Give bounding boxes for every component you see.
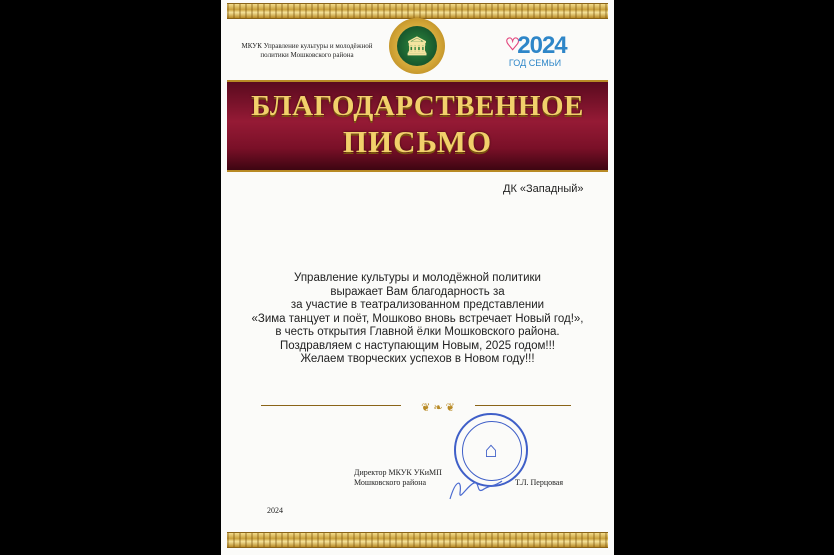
signatory-name: Т.Л. Перцовая <box>515 478 564 487</box>
year-logo-number-row <box>505 33 565 58</box>
body-line: «Зима танцует и поёт, Мошково вновь встречает Новый год!», <box>251 312 584 325</box>
issue-year: 2024 <box>267 506 283 515</box>
year-logo-number: 2024 <box>517 32 567 59</box>
divider-ornament-icon: ❦ ❧ ❦ <box>401 402 475 414</box>
emblem-center: 🏛 <box>397 26 437 66</box>
letter-body <box>241 272 594 367</box>
bottom-ornament-band <box>227 532 608 548</box>
body-line: за участие в театрализованном представлении <box>290 299 545 311</box>
recipient-name: ДК «Западный» <box>503 183 584 195</box>
organization-name: МКУК Управление культуры и молодёжной политики Мошковского района <box>241 42 373 59</box>
body-line: Поздравляем с наступающим Новым, 2025 годом!!! <box>280 339 555 352</box>
signatory-position <box>354 468 442 488</box>
certificate-sheet <box>221 0 614 555</box>
ornamental-divider <box>261 402 571 414</box>
signatory-position-line2: Мошковского района <box>354 478 427 487</box>
body-line: выражает Вам благодарность за <box>330 285 505 298</box>
year-logo-caption: ГОД СЕМЬИ <box>508 58 562 68</box>
handwritten-signature-icon <box>446 475 506 503</box>
heart-icon: ♡ <box>505 35 520 54</box>
signatory-position-line1: Директор МКУК УКиМП <box>354 468 442 477</box>
emblem-icon <box>389 18 445 74</box>
year-of-family-logo <box>505 33 565 68</box>
body-line: Желаем творческих успехов в Новом году!!! <box>300 353 535 365</box>
title-line-1: БЛАГОДАРСТВЕННОЕ <box>251 90 584 122</box>
title-line-2: ПИСЬМО <box>342 124 493 159</box>
body-line: Управление культуры и молодёжной политики <box>294 272 541 284</box>
stamp-building-icon: ⌂ <box>484 437 498 462</box>
top-ornament-band <box>227 3 608 19</box>
title-banner <box>227 80 608 172</box>
body-line: в честь открытия Главной ёлки Мошковского района. <box>275 326 560 338</box>
